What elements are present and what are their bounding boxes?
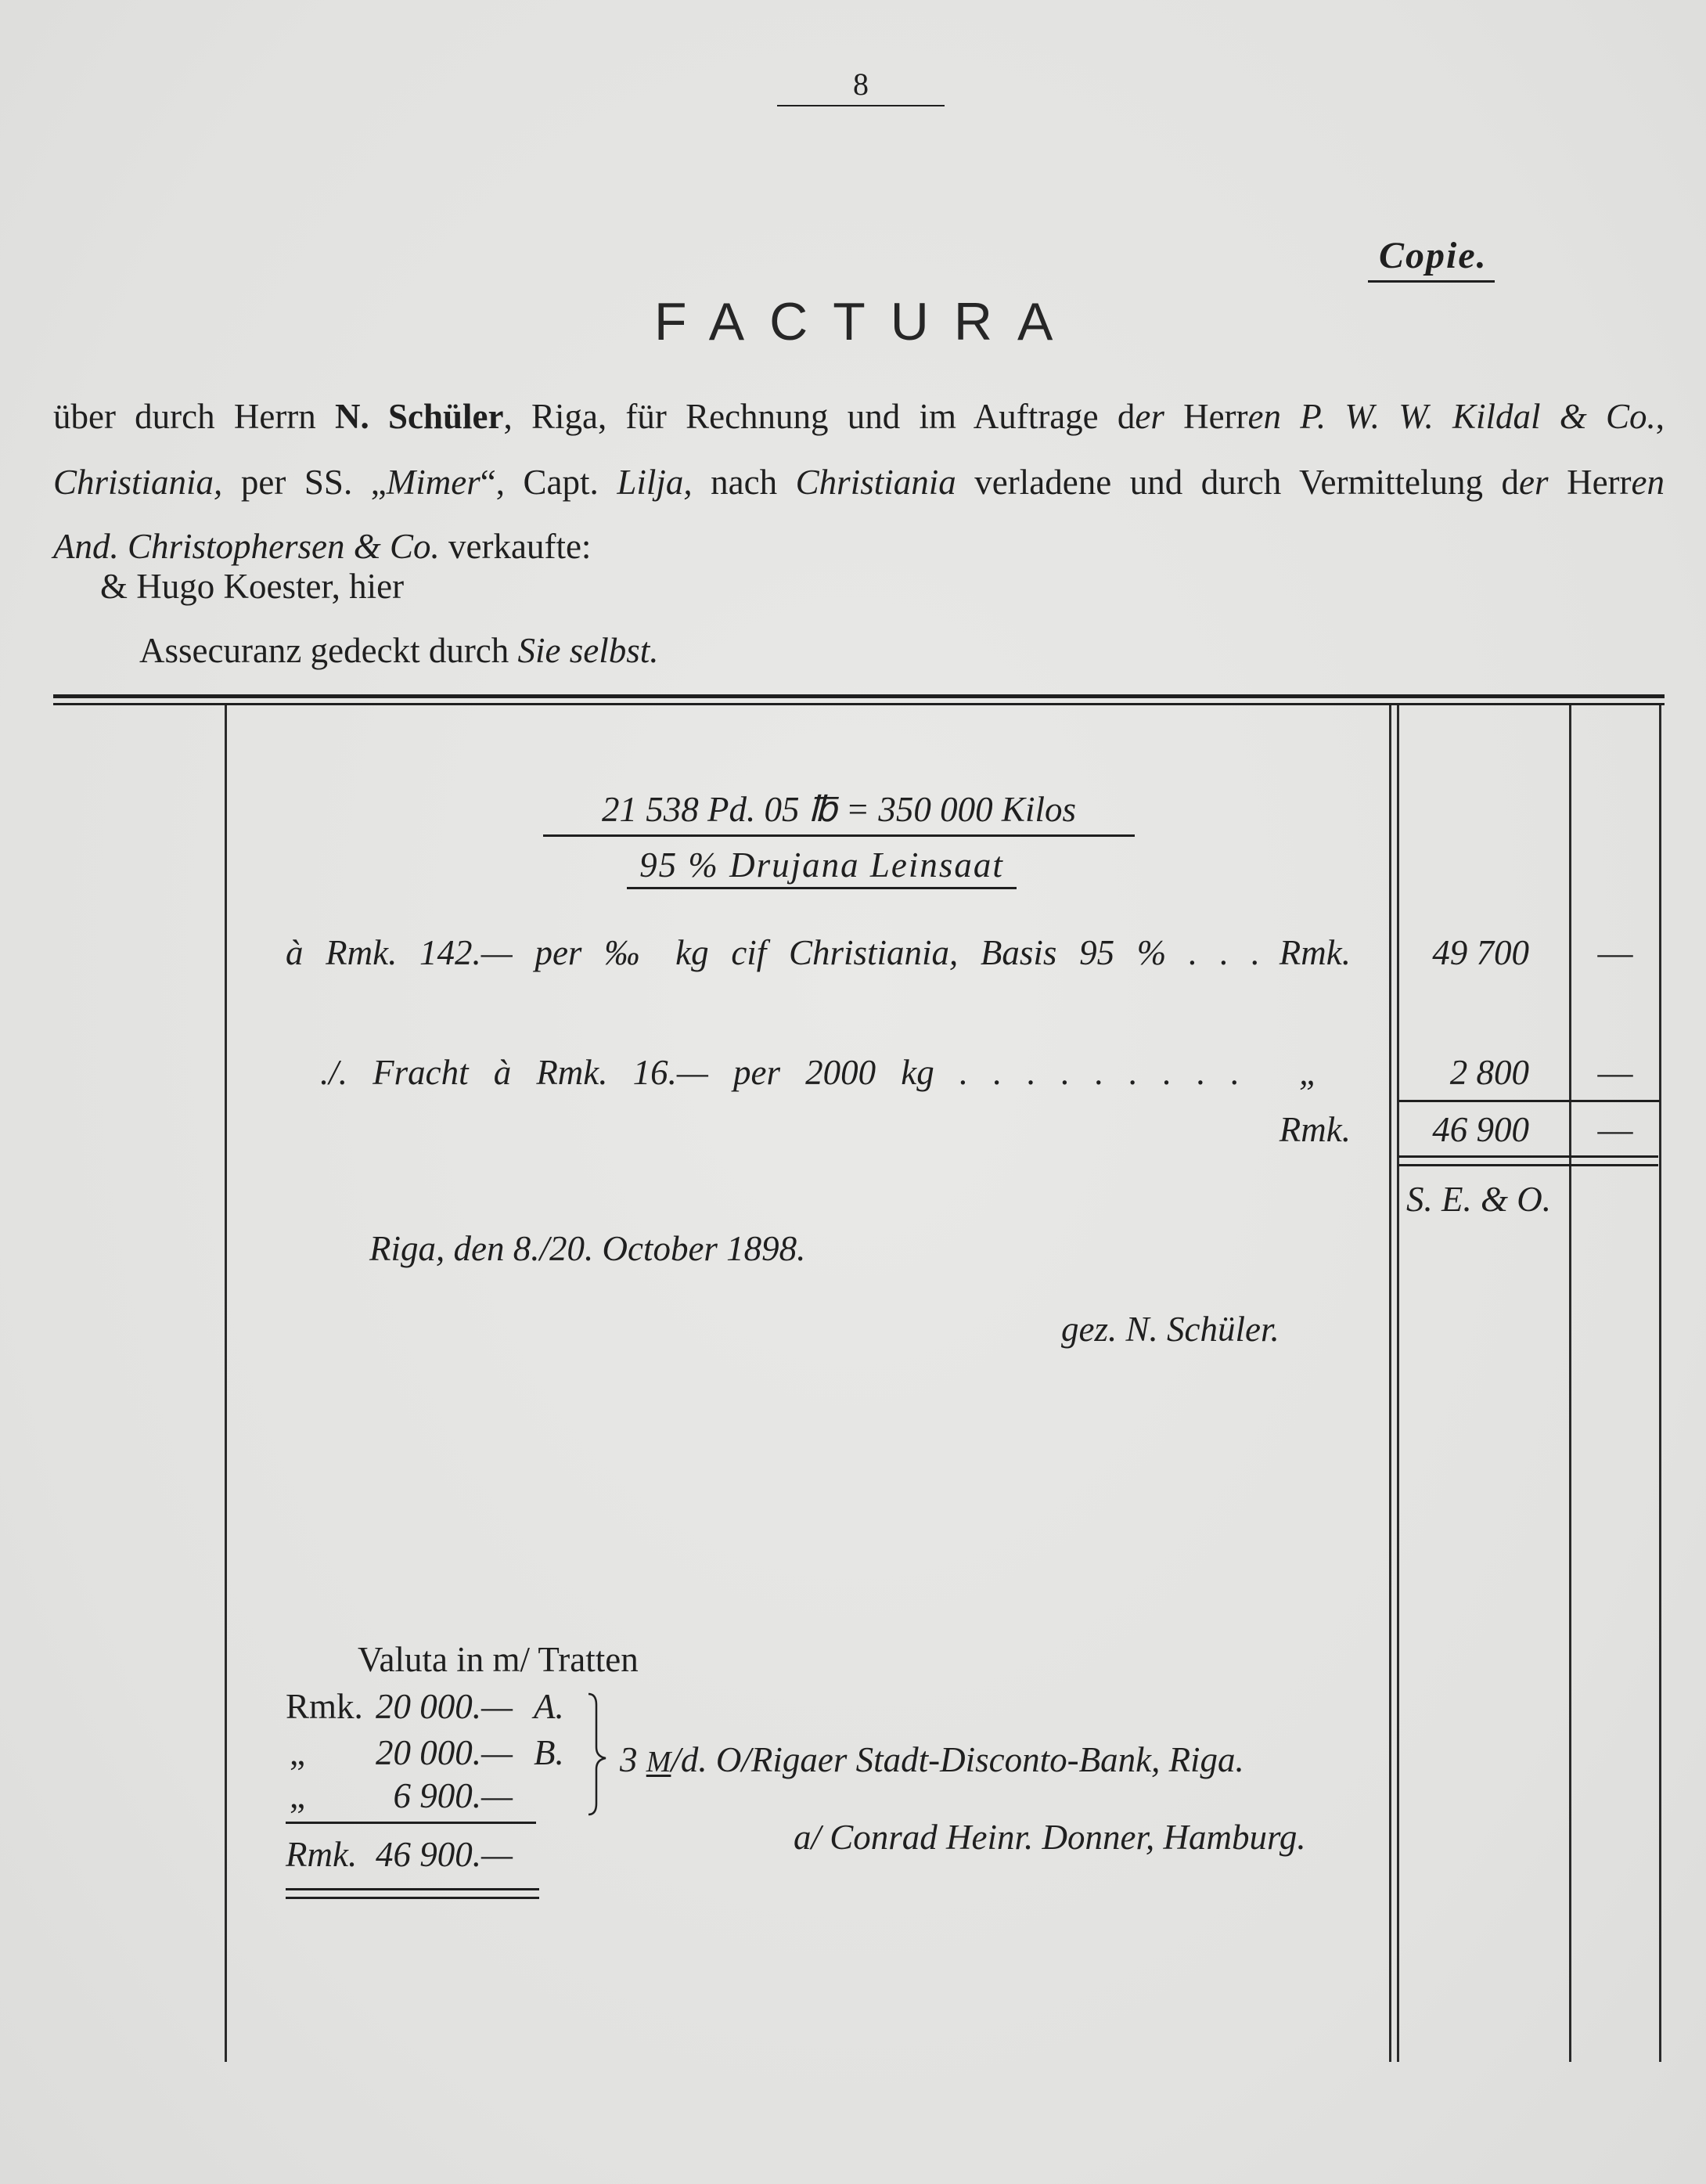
product-name: 95 % Drujana Leinsaat: [639, 845, 1004, 885]
principal-name: P. W. W. Kildal & Co.: [1281, 397, 1656, 436]
line-item-amount: 49 700: [1432, 933, 1529, 972]
errors-excepted: S. E. & O.: [1406, 1180, 1551, 1219]
draft-amount: 20 000.—: [375, 1733, 513, 1772]
line-item-unit: Rmk.: [1279, 933, 1351, 972]
draft-total-currency: Rmk.: [286, 1835, 358, 1874]
draft-amount: 20 000.—: [375, 1687, 513, 1726]
draft-currency: Rmk.: [286, 1687, 363, 1726]
weight-underline: [543, 834, 1135, 837]
weight-line: 21 538 Pd. 05 ℔ = 350 000 Kilos: [602, 790, 1076, 829]
term-month: M: [646, 1746, 671, 1779]
column-rule-amount-2: [1397, 705, 1399, 2062]
intro-text: Assecuranz gedeckt durch: [139, 631, 518, 670]
total-amount: 46 900: [1432, 1110, 1529, 1149]
line-item-description: à Rmk. 142.— per ‰ kg cif Christiania, Basis 95 % . . .: [286, 933, 1260, 972]
intro-line-3: [53, 529, 591, 564]
intro-text: Herr: [1164, 397, 1248, 436]
brace-stroke: [588, 1694, 606, 1815]
place-date: Riga, den 8./20. October 1898.: [369, 1229, 806, 1268]
intro-text: verladene und durch Vermittelung d: [956, 463, 1520, 502]
agent-name: N. Schüler: [335, 397, 504, 436]
draft-currency: „: [290, 1776, 305, 1815]
destination-name: Christiania: [795, 463, 956, 502]
draft-currency: „: [290, 1733, 305, 1772]
signature: gez. N. Schüler.: [1061, 1310, 1280, 1349]
column-rule-amount-1: [1389, 705, 1391, 2062]
line-item-description: ./. Fracht à Rmk. 16.— per 2000 kg . . . . . . . . .: [320, 1053, 1240, 1092]
intro-text: nach: [692, 463, 796, 502]
column-rule-left: [225, 705, 227, 2062]
intro-text: per SS. „: [222, 463, 387, 502]
copy-mark: Copie.: [1379, 235, 1488, 276]
copy-mark-underline: [1368, 280, 1495, 283]
column-rule-cents: [1569, 705, 1571, 2062]
header-double-rule-bottom: [53, 703, 1665, 705]
intro-text: Herr: [1548, 463, 1632, 502]
intro-text: , Riga, für Rechnung und im Auftrage d: [503, 397, 1136, 436]
filled-text: en: [1631, 463, 1665, 502]
line-item-cents: —: [1597, 933, 1633, 972]
captain-name: Lilja,: [617, 463, 693, 502]
buyer-line: & Hugo Koester, hier: [100, 567, 405, 606]
line-item-cents: —: [1597, 1053, 1633, 1092]
header-double-rule-top: [53, 694, 1665, 698]
total-cents: —: [1597, 1110, 1633, 1149]
insured-by: Sie selbst.: [517, 631, 659, 670]
intro-line-1: [53, 399, 1665, 434]
total-double-rule-top: [1398, 1155, 1658, 1158]
draft-terms: [620, 1740, 1244, 1779]
draft-sum-rule: [286, 1822, 536, 1824]
intro-line-2: [53, 465, 1665, 500]
term-date: /d.: [671, 1740, 707, 1779]
insurance-line: [139, 633, 659, 669]
page-number: 8: [853, 67, 869, 102]
intro-text: ,: [1655, 397, 1665, 436]
filled-text: er: [1519, 463, 1549, 502]
intro-text: verkaufte:: [439, 527, 592, 566]
draft-label: A.: [534, 1687, 564, 1726]
total-double-rule-bottom: [1398, 1164, 1658, 1166]
place-name: Christiania,: [53, 463, 223, 502]
draft-total-double-rule-bottom: [286, 1897, 539, 1899]
draft-amount: 6 900.—: [393, 1776, 513, 1815]
draft-total-double-rule-top: [286, 1888, 539, 1890]
intro-text: “, Capt.: [480, 463, 617, 502]
product-underline: [627, 887, 1017, 889]
draft-brace: [585, 1691, 610, 1818]
line-item-amount: 2 800: [1449, 1053, 1529, 1092]
page-number-rule: [777, 105, 945, 106]
drawee-bank: O/Rigaer Stadt-Disconto-Bank, Riga.: [715, 1740, 1244, 1779]
filled-text: en: [1247, 397, 1282, 436]
draft-label: B.: [534, 1733, 564, 1772]
draft-total-amount: 46 900.—: [375, 1835, 513, 1874]
broker-name: And. Christophersen & Co.: [53, 527, 440, 566]
subtotal-rule: [1398, 1100, 1660, 1102]
intro-text: über durch Herrn: [53, 397, 336, 436]
order-of: a/ Conrad Heinr. Donner, Hamburg.: [794, 1818, 1306, 1857]
total-unit: Rmk.: [1279, 1110, 1351, 1149]
line-item-unit: „: [1299, 1053, 1319, 1092]
filled-text: er: [1135, 397, 1164, 436]
column-rule-right: [1659, 705, 1661, 2062]
payment-heading: Valuta in m/ Tratten: [358, 1640, 639, 1679]
ship-name: Mimer: [386, 463, 480, 502]
term-count: 3: [620, 1740, 646, 1779]
document-title: FACTURA: [654, 292, 1078, 351]
